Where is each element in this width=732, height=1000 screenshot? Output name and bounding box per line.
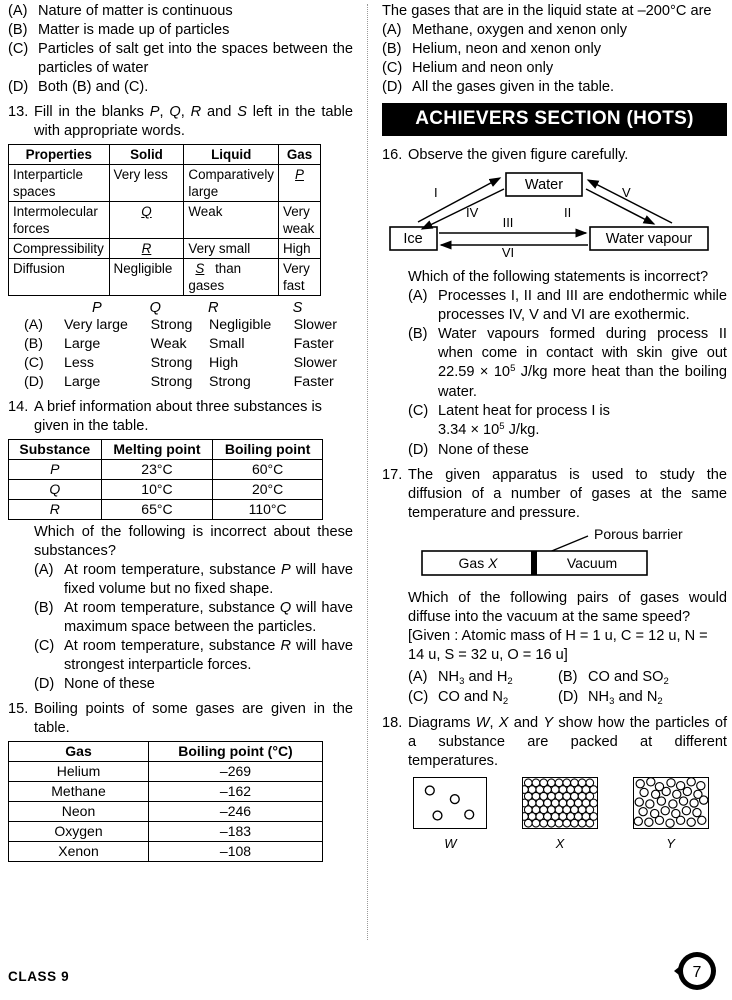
option-var: Q xyxy=(279,600,292,616)
option-text: Methane, oxygen and xenon only xyxy=(412,22,628,38)
stem-part: show how the particles of a substance are packed at different temperatures. xyxy=(408,715,728,769)
q14-question: Which of the following is incorrect about these substances? xyxy=(34,524,353,559)
stem-part: left in the table with appropriate words. xyxy=(34,104,353,139)
table-header-row xyxy=(9,742,323,762)
column-divider xyxy=(367,4,368,940)
column-header: Boiling point xyxy=(213,440,323,460)
table-row xyxy=(9,782,323,802)
arrow-label-IV: IV xyxy=(466,205,479,220)
question-number: 17. xyxy=(382,467,403,483)
option-text xyxy=(64,637,353,675)
arrow-label-III: III xyxy=(502,215,514,230)
option-label: (A) xyxy=(34,562,54,578)
option-row xyxy=(382,59,727,78)
subscript: 2 xyxy=(502,696,509,707)
option-label: (A) xyxy=(24,317,43,333)
option-part: At room temperature, substance xyxy=(64,562,281,578)
option-text: Processes I, II and III are endothermic while processes IV, V and VI are exothermic. xyxy=(438,288,727,323)
cell-property: Intermolecular forces xyxy=(9,202,110,239)
matrix-cell: Negligible xyxy=(209,317,272,333)
column-header: Properties xyxy=(9,145,110,165)
option-label: (A) xyxy=(8,3,28,19)
option-part: will have maximum space between the particles. xyxy=(64,600,353,635)
q16-options xyxy=(408,287,727,460)
option-row xyxy=(382,21,727,40)
matrix-cell: High xyxy=(209,355,239,371)
stem-part: –200°C are xyxy=(637,3,712,19)
option-text xyxy=(64,599,353,637)
vacuum-label: Vacuum xyxy=(566,555,618,571)
left-column xyxy=(8,0,353,865)
achievers-section-banner: ACHIEVERS SECTION (HOTS) xyxy=(382,103,727,136)
right-column xyxy=(382,0,727,851)
question-14 xyxy=(8,398,353,436)
q17-question: Which of the following pairs of gases would diffuse into the vacuum at the same speed? xyxy=(408,590,727,625)
question-13 xyxy=(8,103,353,141)
arrow-label-I: I xyxy=(434,185,438,200)
option-row xyxy=(34,599,353,637)
option-text: All the gases given in the table. xyxy=(412,79,615,95)
q17-given: [Given : Atomic mass of H = 1 u, C = 12 u, N = 14 u, S = 32 u, O = 16 u] xyxy=(408,628,708,663)
cell-melting-point: 23°C xyxy=(101,460,213,480)
cell-gas: High xyxy=(279,239,321,259)
option-label: (C) xyxy=(408,403,429,419)
arrow-I xyxy=(418,178,500,222)
subscript: 3 xyxy=(609,696,615,707)
option-text xyxy=(64,561,353,599)
option-label: (D) xyxy=(8,79,29,95)
q17-options xyxy=(408,668,727,708)
question-stem xyxy=(34,103,353,141)
page-number-text: 7 xyxy=(692,964,702,981)
question-number: 16. xyxy=(382,147,403,163)
option-part: will have strongest interparticle forces. xyxy=(64,638,353,673)
stem-part: , xyxy=(180,104,191,120)
option-row xyxy=(8,2,353,21)
cell-substance: R xyxy=(9,500,102,520)
column-header: Gas xyxy=(279,145,321,165)
matrix-row xyxy=(22,354,352,373)
question-number: 15. xyxy=(8,701,29,717)
question-stem: The given apparatus is used to study the diffusion of a number of gases at the same temperature and pressure. xyxy=(408,467,727,521)
cell-boiling-point: –162 xyxy=(149,782,323,802)
particle-box-w-svg xyxy=(413,777,487,829)
cell-melting-point: 10°C xyxy=(101,480,213,500)
matrix-cell: Large xyxy=(64,336,101,352)
option-text: CO and $SO_2$ xyxy=(588,669,669,687)
cell-property: Interparticle spaces xyxy=(9,165,110,202)
state-change-diagram xyxy=(382,169,727,262)
option-label: (D) xyxy=(558,689,579,705)
column-header: Gas xyxy=(9,742,149,762)
option-row xyxy=(408,287,727,325)
cell-boiling-point: –269 xyxy=(149,762,323,782)
particle-diagram-y xyxy=(633,777,709,851)
cell-solid: Very less xyxy=(109,165,184,202)
diagram-caption-w: W xyxy=(444,836,457,851)
table-row xyxy=(9,202,321,239)
option-text: Nature of matter is continuous xyxy=(38,3,233,19)
cell-melting-point: 65°C xyxy=(101,500,213,520)
option-text: $NH_3$ and $H_2$ xyxy=(438,669,513,687)
cell-substance: P xyxy=(9,460,102,480)
question-16 xyxy=(382,146,727,165)
option-text: $NH_3$ and $N_2$ xyxy=(588,689,663,707)
node-water-label: Water xyxy=(524,177,564,193)
option-row xyxy=(408,325,727,402)
option-text: Particles of salt get into the spaces between the particles of water xyxy=(38,41,353,76)
matrix-cell: Weak xyxy=(150,336,187,352)
stem-var-x: X xyxy=(498,715,509,731)
stem-part: and xyxy=(201,104,238,120)
matrix-header-s: S xyxy=(292,300,303,316)
matrix-cell: Strong xyxy=(150,374,193,390)
column-header: Liquid xyxy=(184,145,279,165)
matrix-header-row xyxy=(22,299,352,316)
matrix-cell: Faster xyxy=(293,374,334,390)
option-label: (C) xyxy=(34,638,55,654)
apparatus-svg xyxy=(382,525,712,580)
matrix-header-q: Q xyxy=(149,300,161,316)
particle-box-x-svg xyxy=(522,777,598,829)
cell-liquid-blank: S than gases xyxy=(184,259,279,296)
option-row xyxy=(34,561,353,599)
cell-property: Compressibility xyxy=(9,239,110,259)
option-label: (A) xyxy=(408,288,428,304)
matrix-cell: Small xyxy=(209,336,245,352)
cell-gas: Helium xyxy=(9,762,149,782)
option-row xyxy=(382,78,727,97)
question-number: 13. xyxy=(8,104,29,120)
table-row xyxy=(9,165,321,202)
option-text: Both (B) and (C). xyxy=(38,79,149,95)
option-row xyxy=(382,40,727,59)
question-15 xyxy=(8,700,353,738)
option-text: Helium, neon and xenon only xyxy=(412,41,602,57)
q14-options xyxy=(34,561,353,694)
arrow-label-II: II xyxy=(564,205,572,220)
option-row xyxy=(8,40,353,78)
stem-var-s: S xyxy=(237,104,247,120)
state-diagram-svg xyxy=(382,169,712,257)
cell-gas: Neon xyxy=(9,802,149,822)
q15-continued-options xyxy=(382,21,727,97)
q13-answer-matrix xyxy=(22,299,352,392)
cell-boiling-point: 110°C xyxy=(213,500,323,520)
option-label: (C) xyxy=(8,41,29,57)
q16-question: Which of the following statements is incorrect? xyxy=(408,269,709,285)
matrix-cell: Less xyxy=(64,355,94,371)
question-18 xyxy=(382,714,727,771)
diffusion-apparatus-figure xyxy=(382,525,727,585)
cell-property: Diffusion xyxy=(9,259,110,296)
cell-boiling-point: –183 xyxy=(149,822,323,842)
option-label: (B) xyxy=(24,336,43,352)
option-text: Helium and neon only xyxy=(412,60,554,76)
option-label: (D) xyxy=(34,676,55,692)
cell-liquid: Weak xyxy=(184,202,279,239)
option-label: (D) xyxy=(382,79,403,95)
subscript: 2 xyxy=(663,676,669,687)
option-label: (A) xyxy=(408,669,428,685)
option-label: (B) xyxy=(382,41,402,57)
option-label: (B) xyxy=(558,669,578,685)
column-header: Melting point xyxy=(101,440,213,460)
q12-options xyxy=(8,2,353,97)
option-row xyxy=(34,675,353,694)
stem-var-r: R xyxy=(190,104,202,120)
question-number: 18. xyxy=(382,715,403,731)
table-row xyxy=(9,480,323,500)
option-text: None of these xyxy=(64,676,155,692)
cell-liquid: Comparatively large xyxy=(184,165,279,202)
question-stem xyxy=(408,714,727,771)
table-row xyxy=(9,762,323,782)
option-var: R xyxy=(280,638,291,654)
stem-part: , xyxy=(159,104,170,120)
table-header-row xyxy=(9,145,321,165)
stem-var-y: Y xyxy=(543,715,554,731)
option-row xyxy=(408,402,727,441)
option-part: At room temperature, substance xyxy=(64,638,281,654)
cell-boiling-point: –108 xyxy=(149,842,323,862)
option-part: will have fixed volume but no fixed shape. xyxy=(64,562,353,597)
node-ice-label: Ice xyxy=(403,231,423,247)
cell-gas: Xenon xyxy=(9,842,149,862)
node-vapour-label: Water vapour xyxy=(605,231,693,247)
page-badge-svg xyxy=(672,948,718,994)
column-header: Substance xyxy=(9,440,102,460)
subscript: 2 xyxy=(657,696,663,707)
matrix-cell: Very large xyxy=(64,317,128,333)
option-label: (B) xyxy=(8,22,28,38)
properties-table xyxy=(8,144,321,296)
gas-x-label: Gas X xyxy=(458,555,498,571)
q15-continued-stem xyxy=(382,2,727,21)
option-label: (C) xyxy=(382,60,403,76)
cell-liquid: Very small xyxy=(184,239,279,259)
matrix-row xyxy=(22,373,352,392)
subscript: 3 xyxy=(459,676,465,687)
option-text: CO and $N_2$ xyxy=(438,689,509,707)
cell-gas: Oxygen xyxy=(9,822,149,842)
table-header-row xyxy=(9,440,323,460)
arrow-label-V: V xyxy=(622,185,631,200)
table-row xyxy=(9,460,323,480)
porous-barrier-label: Porous barrier xyxy=(594,526,683,542)
cell-boiling-point: 20°C xyxy=(213,480,323,500)
option-label: (A) xyxy=(382,22,402,38)
table-row xyxy=(9,239,321,259)
option-text: Water vapours formed during process II when come in contact with skin give out $22.59 \times 10^5$ J/kg more heat than the boiling water. xyxy=(438,326,727,400)
matrix-corner xyxy=(22,299,62,316)
option-row xyxy=(408,441,727,460)
column-header: Solid xyxy=(109,145,184,165)
stem-var-q: Q xyxy=(169,104,181,120)
substance-table xyxy=(8,439,323,520)
option-row xyxy=(8,78,353,97)
table-row xyxy=(9,822,323,842)
matrix-cell: Strong xyxy=(150,317,193,333)
matrix-row xyxy=(22,335,352,354)
class-label: CLASS 9 xyxy=(8,969,70,984)
cell-gas: Very fast xyxy=(279,259,321,296)
cell-boiling-point: –246 xyxy=(149,802,323,822)
matrix-cell: Strong xyxy=(150,355,193,371)
gas-boiling-point-table xyxy=(8,741,323,862)
particle-diagrams xyxy=(396,777,726,851)
option-label: (D) xyxy=(408,442,429,458)
cell-solid-blank xyxy=(109,239,184,259)
column-header: Boiling point (°C) xyxy=(149,742,323,762)
blank-q: Q xyxy=(141,204,152,219)
matrix-cell: Faster xyxy=(293,336,334,352)
option-var: P xyxy=(281,562,291,578)
blank-r: R xyxy=(141,241,152,256)
matrix-cell: Strong xyxy=(209,374,251,390)
matrix-cell: Slower xyxy=(293,317,337,333)
matrix-header-p: P xyxy=(92,300,102,316)
arrow-II xyxy=(586,189,654,224)
diagram-caption-y: Y xyxy=(666,836,675,851)
cell-solid-blank xyxy=(109,202,184,239)
stem-var-w: W xyxy=(475,715,490,731)
table-row xyxy=(9,500,323,520)
matrix-header-r: R xyxy=(208,300,219,316)
question-stem: A brief information about three substances is given in the table. xyxy=(34,399,322,434)
cell-gas-blank xyxy=(279,165,321,202)
particle-diagram-w xyxy=(413,777,487,851)
blank-p: P xyxy=(295,167,304,182)
table-row xyxy=(9,802,323,822)
option-label: (C) xyxy=(408,689,429,705)
question-stem: Observe the given figure carefully. xyxy=(408,147,629,163)
cell-gas: Very weak xyxy=(279,202,321,239)
cell-substance: Q xyxy=(9,480,102,500)
particle-diagram-x xyxy=(522,777,598,851)
stem-part: The gases that are in the liquid state at xyxy=(382,3,638,19)
question-number: 14. xyxy=(8,399,29,415)
matrix-row xyxy=(22,316,352,335)
arrow-label-VI: VI xyxy=(501,245,515,257)
table-row xyxy=(9,842,323,862)
option-label: (B) xyxy=(408,326,428,342)
subscript: 2 xyxy=(507,676,513,687)
matrix-cell: Slower xyxy=(293,355,337,371)
cell-gas: Methane xyxy=(9,782,149,802)
option-part: At room temperature, substance xyxy=(64,600,280,616)
option-row xyxy=(34,637,353,675)
matrix-cell: Large xyxy=(64,374,101,390)
question-stem: Boiling points of some gases are given in the table. xyxy=(34,701,353,736)
blank-s: S xyxy=(195,261,205,276)
stem-var-p: P xyxy=(149,104,160,120)
option-text: Latent heat for process I is $3.34 \times 10^5$ J/kg. xyxy=(438,403,610,438)
particle-box-y-svg xyxy=(633,777,709,829)
option-label: (C) xyxy=(24,355,44,371)
option-label: (B) xyxy=(34,600,54,616)
question-17 xyxy=(382,466,727,523)
diagram-caption-x: X xyxy=(555,836,565,851)
exponent: 5 xyxy=(510,363,516,374)
cell-solid: Negligible xyxy=(109,259,184,296)
table-row xyxy=(9,259,321,296)
stem-part: and xyxy=(508,715,544,731)
option-row xyxy=(8,21,353,40)
option-text: None of these xyxy=(438,442,529,458)
option-text: Matter is made up of particles xyxy=(38,22,230,38)
cell-boiling-point: 60°C xyxy=(213,460,323,480)
stem-part: Fill in the blanks xyxy=(34,104,150,120)
exponent: 5 xyxy=(499,421,505,432)
stem-part: , xyxy=(489,715,499,731)
option-label: (D) xyxy=(24,374,44,390)
stem-part: Diagrams xyxy=(408,715,476,731)
page-number-badge xyxy=(672,948,718,994)
